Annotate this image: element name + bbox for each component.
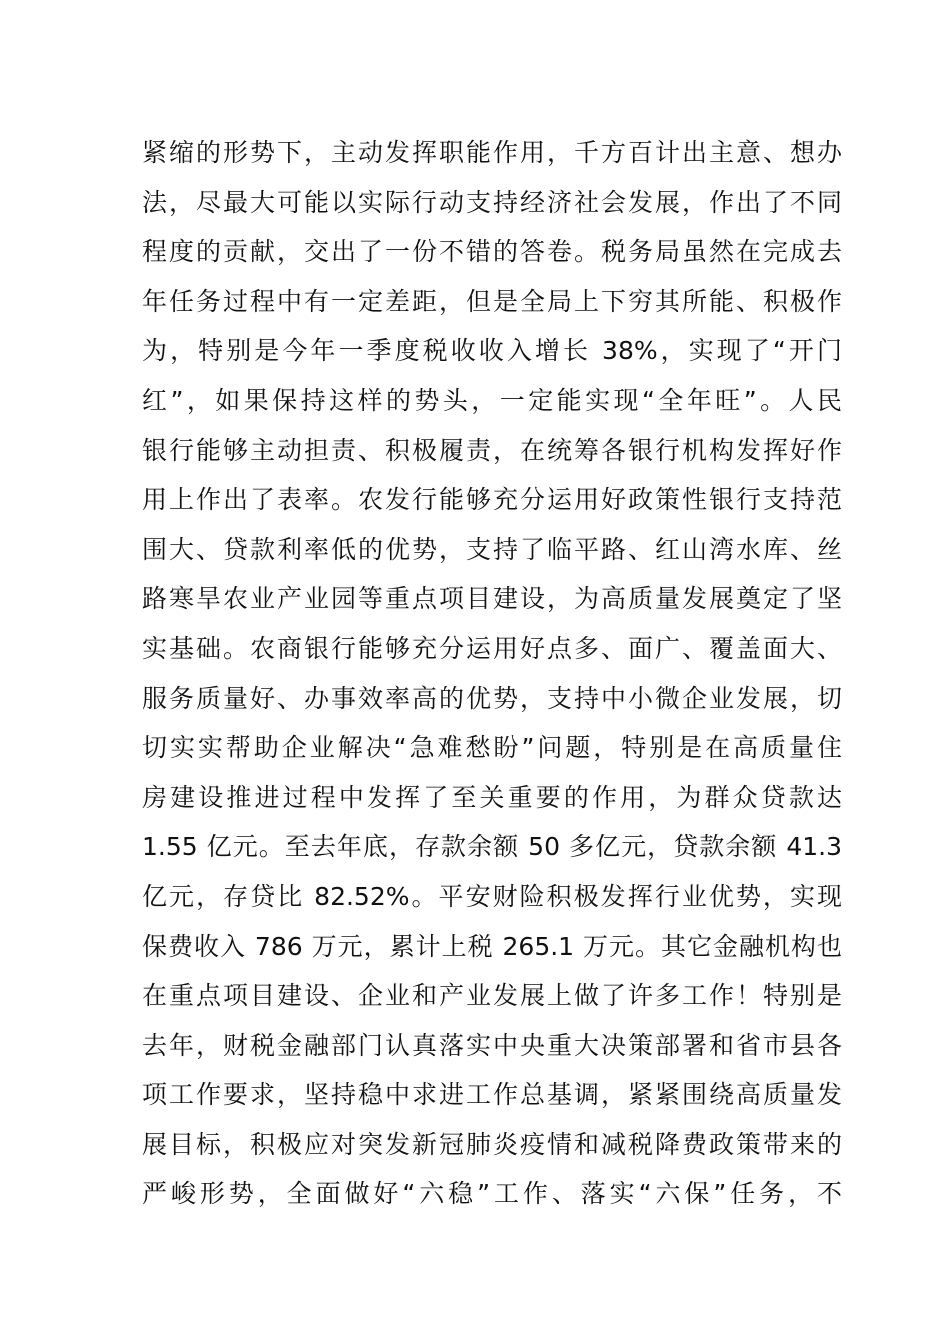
text-line: 1.55 亿元。至去年底，存款余额 50 多亿元，贷款余额 41.3 [142,832,842,862]
text-line: 法，尽最大可能以实际行动支持经济社会发展，作出了不同 [142,187,842,217]
text-line: 红”，如果保持这样的势头，一定能实现“全年旺”。人民 [142,385,842,415]
text-line: 实基础。农商银行能够充分运用好点多、面广、覆盖面大、 [142,633,842,663]
text-line: 严峻形势，全面做好“六稳”工作、落实“六保”任务，不 [142,1179,842,1209]
text-line: 切实实帮助企业解决“急难愁盼”问题，特别是在高质量住 [142,733,842,763]
text-line: 在重点项目建设、企业和产业发展上做了许多工作！特别是 [142,981,842,1011]
text-line: 保费收入 786 万元，累计上税 265.1 万元。其它金融机构也 [142,931,842,961]
body-text [142,128,842,1219]
text-line: 房建设推进过程中发挥了至关重要的作用，为群众贷款达 [142,782,842,812]
text-line: 为，特别是今年一季度税收收入增长 38%，实现了“开门 [142,336,842,366]
text-line: 银行能够主动担责、积极履责，在统筹各银行机构发挥好作 [142,435,842,465]
text-line: 项工作要求，坚持稳中求进工作总基调，紧紧围绕高质量发 [142,1080,842,1110]
text-line: 去年，财税金融部门认真落实中央重大决策部署和省市县各 [142,1030,842,1060]
text-line: 服务质量好、办事效率高的优势，支持中小微企业发展，切 [142,683,842,713]
text-line: 程度的贡献，交出了一份不错的答卷。税务局虽然在完成去 [142,237,842,267]
text-line: 用上作出了表率。农发行能够充分运用好政策性银行支持范 [142,485,842,515]
text-line: 展目标，积极应对突发新冠肺炎疫情和减税降费政策带来的 [142,1129,842,1159]
text-line: 围大、贷款利率低的优势，支持了临平路、红山湾水库、丝 [142,534,842,564]
text-line: 紧缩的形势下，主动发挥职能作用，千方百计出主意、想办 [142,138,842,167]
text-line: 路寒旱农业产业园等重点项目建设，为高质量发展奠定了坚 [142,584,842,614]
text-line: 年任务过程中有一定差距，但是全局上下穷其所能、积极作 [142,286,842,316]
text-line: 亿元，存贷比 82.52%。平安财险积极发挥行业优势，实现 [142,881,842,911]
